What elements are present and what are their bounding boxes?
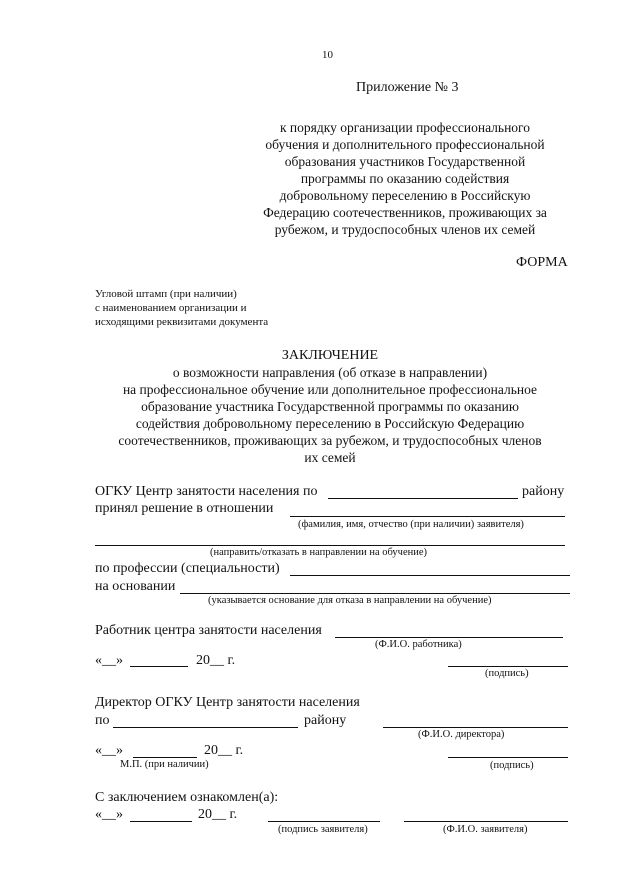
basis-hint: (указывается основание для отказа в направлении на обучение): [208, 595, 492, 606]
applicant-name-hint: (Ф.И.О. заявителя): [443, 824, 528, 835]
worker-name-field[interactable]: [335, 637, 563, 638]
director-name-field[interactable]: [383, 727, 568, 728]
applicant-date-month-field[interactable]: [130, 821, 192, 822]
director-signature-field[interactable]: [448, 757, 568, 758]
director-date-month-field[interactable]: [133, 757, 197, 758]
worker-date-month-field[interactable]: [130, 666, 188, 667]
conclusion-line: образование участника Государственной программы по оказанию: [141, 399, 519, 414]
director-label: Директор ОГКУ Центр занятости населения: [95, 695, 360, 710]
appendix-line: Федерацию соотечественников, проживающих за: [263, 205, 547, 220]
director-signature-hint: (подпись): [490, 760, 534, 771]
conclusion-line: их семей: [304, 450, 356, 465]
worker-date-year: 20__ г.: [196, 653, 236, 668]
basis-label: на основании: [95, 579, 176, 594]
director-district-field[interactable]: [113, 727, 298, 728]
applicant-signature-field[interactable]: [268, 821, 380, 822]
district-suffix: району: [522, 484, 565, 499]
worker-label: Работник центра занятости населения: [95, 623, 322, 638]
stamp-line: с наименованием организации и: [95, 302, 247, 314]
director-date-year: 20__ г.: [204, 743, 244, 758]
appendix-line: образования участников Государственной: [284, 154, 526, 169]
applicant-name-sign-field[interactable]: [404, 821, 568, 822]
director-date-day: «__»: [95, 743, 123, 758]
director-hint: (Ф.И.О. директора): [418, 729, 505, 740]
appendix-line: программы по оказанию содействия: [300, 171, 510, 186]
conclusion-line: содействия добровольному переселению в Российскую Федерацию: [135, 416, 525, 431]
stamp-place: М.П. (при наличии): [120, 759, 209, 770]
appendix-title: Приложение № 3: [356, 80, 459, 95]
page-number: 10: [322, 49, 333, 61]
form-label: ФОРМА: [516, 255, 568, 270]
basis-field[interactable]: [180, 593, 570, 594]
applicant-date-year: 20__ г.: [198, 807, 238, 822]
direction-field[interactable]: [95, 545, 565, 546]
applicant-name-field[interactable]: [290, 516, 565, 517]
direction-hint: (направить/отказать в направлении на обучение): [210, 547, 428, 558]
acquainted-label: С заключением ознакомлен(а):: [95, 790, 279, 805]
appendix-line: рубежом, и трудоспособных членов их семей: [274, 222, 536, 237]
applicant-signature-hint: (подпись заявителя): [278, 824, 368, 835]
worker-signature-hint: (подпись): [485, 668, 529, 679]
director-by: по: [95, 713, 110, 728]
appendix-line: обучения и дополнительного профессиональной: [265, 137, 545, 152]
district-field[interactable]: [328, 498, 518, 499]
conclusion-line: на профессиональное обучение или дополнительное профессиональное: [122, 382, 538, 397]
profession-label: по профессии (специальности): [95, 561, 280, 576]
applicant-date-day: «__»: [95, 807, 123, 822]
center-label: ОГКУ Центр занятости населения по: [95, 484, 318, 499]
applicant-hint: (фамилия, имя, отчество (при наличии) заявителя): [298, 519, 524, 530]
stamp-line: исходящими реквизитами документа: [95, 316, 269, 328]
worker-hint: (Ф.И.О. работника): [375, 639, 462, 650]
conclusion-line: о возможности направления (об отказе в направлении): [172, 365, 488, 380]
conclusion-line: соотечественников, проживающих за рубежом, и трудоспособных членов: [118, 433, 542, 448]
profession-field[interactable]: [290, 575, 570, 576]
worker-date-day: «__»: [95, 653, 123, 668]
stamp-line: Угловой штамп (при наличии): [95, 288, 237, 300]
worker-signature-field[interactable]: [448, 666, 568, 667]
appendix-line: добровольному переселению в Российскую: [279, 188, 531, 203]
appendix-line: к порядку организации профессионального: [280, 120, 530, 135]
conclusion-title: ЗАКЛЮЧЕНИЕ: [281, 348, 379, 363]
decision-label: принял решение в отношении: [95, 501, 274, 516]
director-district-suffix: району: [304, 713, 347, 728]
